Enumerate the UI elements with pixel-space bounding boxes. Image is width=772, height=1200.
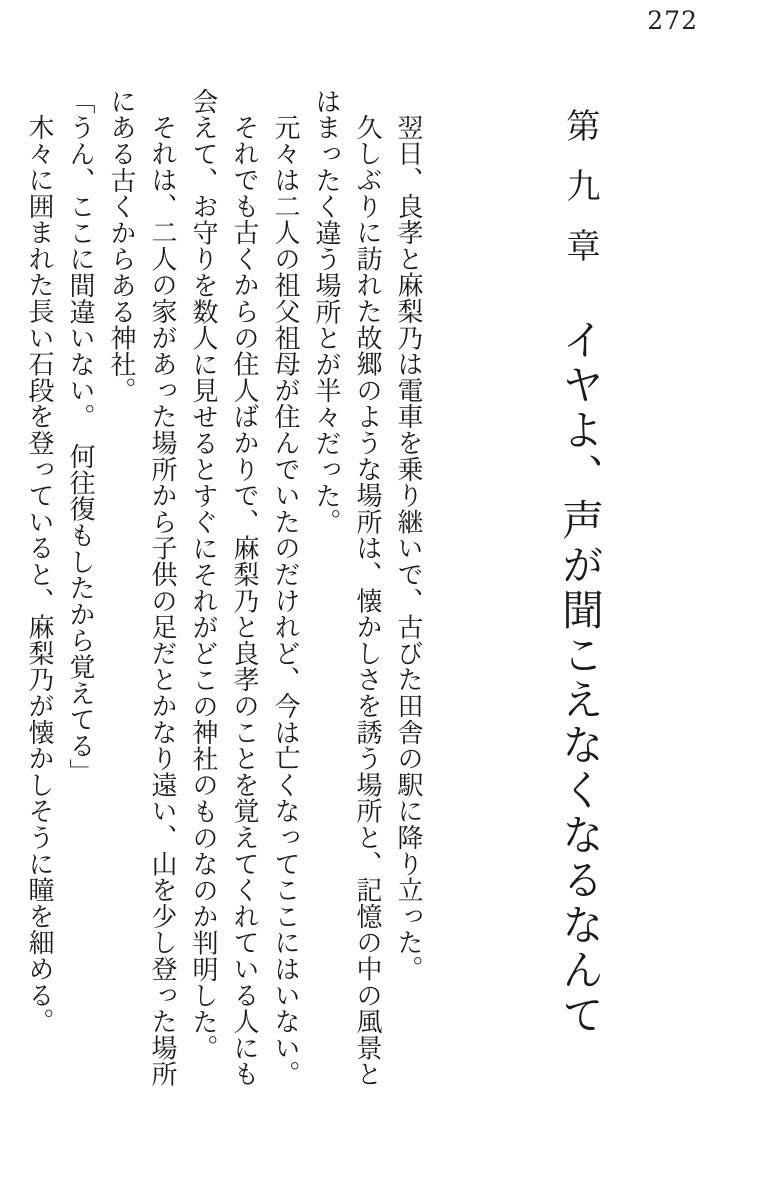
paragraph: それでも古くからの住人ばかりで、麻梨乃と良孝のことを覚えてくれている人にも会えて、お守りを数人に見せるとすぐにそれがどこの神社のものなのか判明した。 — [188, 88, 259, 1088]
chapter-heading — [556, 88, 605, 1120]
page-number: 272 — [647, 6, 698, 35]
page-content — [18, 88, 605, 1100]
paragraph: それは、二人の家があった場所から子供の足だとかなり遠い、山を少し登った場所にある古くからある神社。 — [106, 88, 177, 1088]
paragraph: 木々に囲まれた長い石段を登っていると、麻梨乃が懐かしそうに瞳を細める。 — [24, 114, 54, 1035]
paragraph: 「うん、ここに間違いない。 何往復もしたから覚えてる」 — [65, 88, 95, 786]
paragraph: 元々は二人の祖父祖母が住んでいたのだけれど、今は亡くなってここにはいない。 — [270, 114, 300, 1088]
paragraph: 久しぶりに訪れた故郷のような場所は、懐かしさを誘う場所と、記憶の中の風景とはまったく違う場所とが半々だった。 — [311, 88, 382, 1088]
chapter-number: 第九章 — [560, 108, 600, 288]
paragraph: 翌日、良孝と麻梨乃は電車を乗り継いで、古びた田舎の駅に降り立った。 — [393, 114, 423, 982]
body-text — [18, 88, 428, 1100]
chapter-title: イヤよ、声が聞こえなくなるなんて — [556, 318, 605, 1039]
